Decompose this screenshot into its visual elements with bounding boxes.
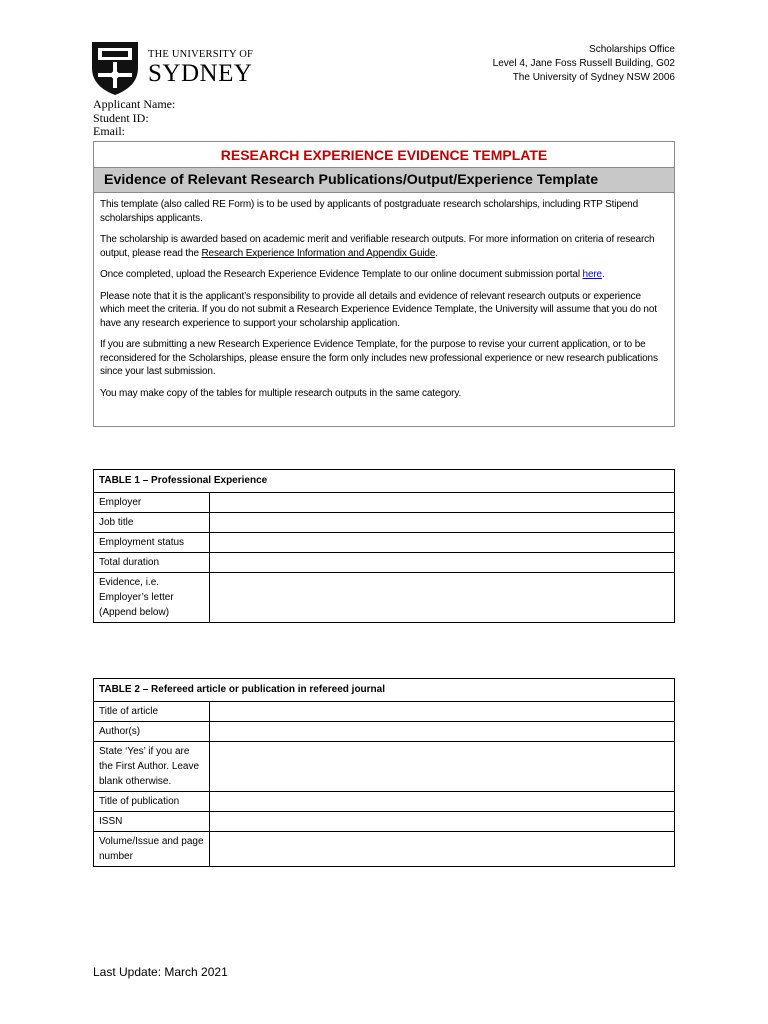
table-professional-experience (93, 469, 675, 623)
template-subtitle: Evidence of Relevant Research Publications/Output/Experience Template (94, 168, 674, 193)
email-label: Email: (93, 124, 125, 138)
row-label: Job title (94, 513, 210, 533)
university-name-line2: SYDNEY (148, 59, 253, 87)
table-row (94, 722, 675, 742)
row-label: Title of publication (94, 792, 210, 812)
last-update: Last Update: March 2021 (93, 965, 228, 979)
table-row (94, 742, 675, 792)
value-cell[interactable] (210, 742, 675, 792)
university-logo (90, 40, 253, 96)
value-cell[interactable] (210, 553, 675, 573)
university-crest-icon (90, 40, 140, 96)
value-cell[interactable] (210, 513, 675, 533)
intro-paragraph: Once completed, upload the Research Experience Evidence Template to our online document submission portal here. (100, 269, 605, 280)
table-title: TABLE 2 – Refereed article or publication in refereed journal (94, 679, 675, 702)
address-line: Scholarships Office (589, 44, 675, 55)
value-cell[interactable] (210, 792, 675, 812)
intro-paragraph: If you are submitting a new Research Experience Evidence Template, for the purpose to revise your current application, or to be reconsidered for the Scholarships, please ensure the form only includes new professional experience or new research publications since your last submission. (100, 339, 658, 377)
row-label: Evidence, i.e. Employer’s letter (Append below) (94, 573, 210, 623)
table-title: TABLE 1 – Professional Experience (94, 470, 675, 493)
table-row (94, 792, 675, 812)
row-label: Volume/Issue and page number (94, 832, 210, 867)
table-row (94, 702, 675, 722)
intro-paragraph: You may make copy of the tables for multiple research outputs in the same category. (100, 387, 462, 399)
value-cell[interactable] (210, 533, 675, 553)
row-label: Employment status (94, 533, 210, 553)
student-id-label: Student ID: (93, 110, 149, 125)
table-row (94, 513, 675, 533)
applicant-name-label: Applicant Name: (93, 97, 176, 111)
row-label: ISSN (94, 812, 210, 832)
table-row (94, 573, 675, 623)
intro-box (93, 141, 675, 427)
value-cell[interactable] (210, 573, 675, 623)
row-label: Author(s) (94, 722, 210, 742)
table-row (94, 553, 675, 573)
guide-link[interactable]: Research Experience Information and Appendix Guide (201, 247, 436, 259)
value-cell[interactable] (210, 702, 675, 722)
row-label: State ‘Yes’ if you are the First Author. Leave blank otherwise. (94, 742, 210, 792)
address-line: Level 4, Jane Foss Russell Building, G02 (492, 58, 675, 69)
table-row (94, 812, 675, 832)
row-label: Title of article (94, 702, 210, 722)
value-cell[interactable] (210, 812, 675, 832)
value-cell[interactable] (210, 493, 675, 513)
value-cell[interactable] (210, 722, 675, 742)
table-row (94, 832, 675, 867)
office-address (493, 43, 675, 85)
value-cell[interactable] (210, 832, 675, 867)
portal-link[interactable]: here (582, 269, 602, 280)
university-name-line1: THE UNIVERSITY OF (148, 49, 254, 61)
intro-paragraph: The scholarship is awarded based on academic merit and verifiable research outputs. For more information on criteria of research output, please read the Research Experience Information and Appendix Guide. (100, 234, 655, 259)
table-row (94, 493, 675, 513)
address-line: The University of Sydney NSW 2006 (512, 72, 675, 83)
template-title: RESEARCH EXPERIENCE EVIDENCE TEMPLATE (94, 142, 674, 168)
applicant-fields (93, 98, 175, 139)
table-row (94, 533, 675, 553)
intro-paragraph: Please note that it is the applicant’s responsibility to provide all details and evidence of relevant research outputs or experience which meet the criteria. If you do not submit a Research Experience Evidence Template, the University will assume that you do not have any research experience to support your scholarship application. (100, 290, 657, 329)
intro-paragraph: This template (also called RE Form) is to be used by applicants of postgraduate research scholarships, including RTP Stipend scholarships applicants. (100, 199, 638, 224)
row-label: Total duration (94, 553, 210, 573)
table-refereed-article (93, 678, 675, 867)
row-label: Employer (94, 493, 210, 513)
